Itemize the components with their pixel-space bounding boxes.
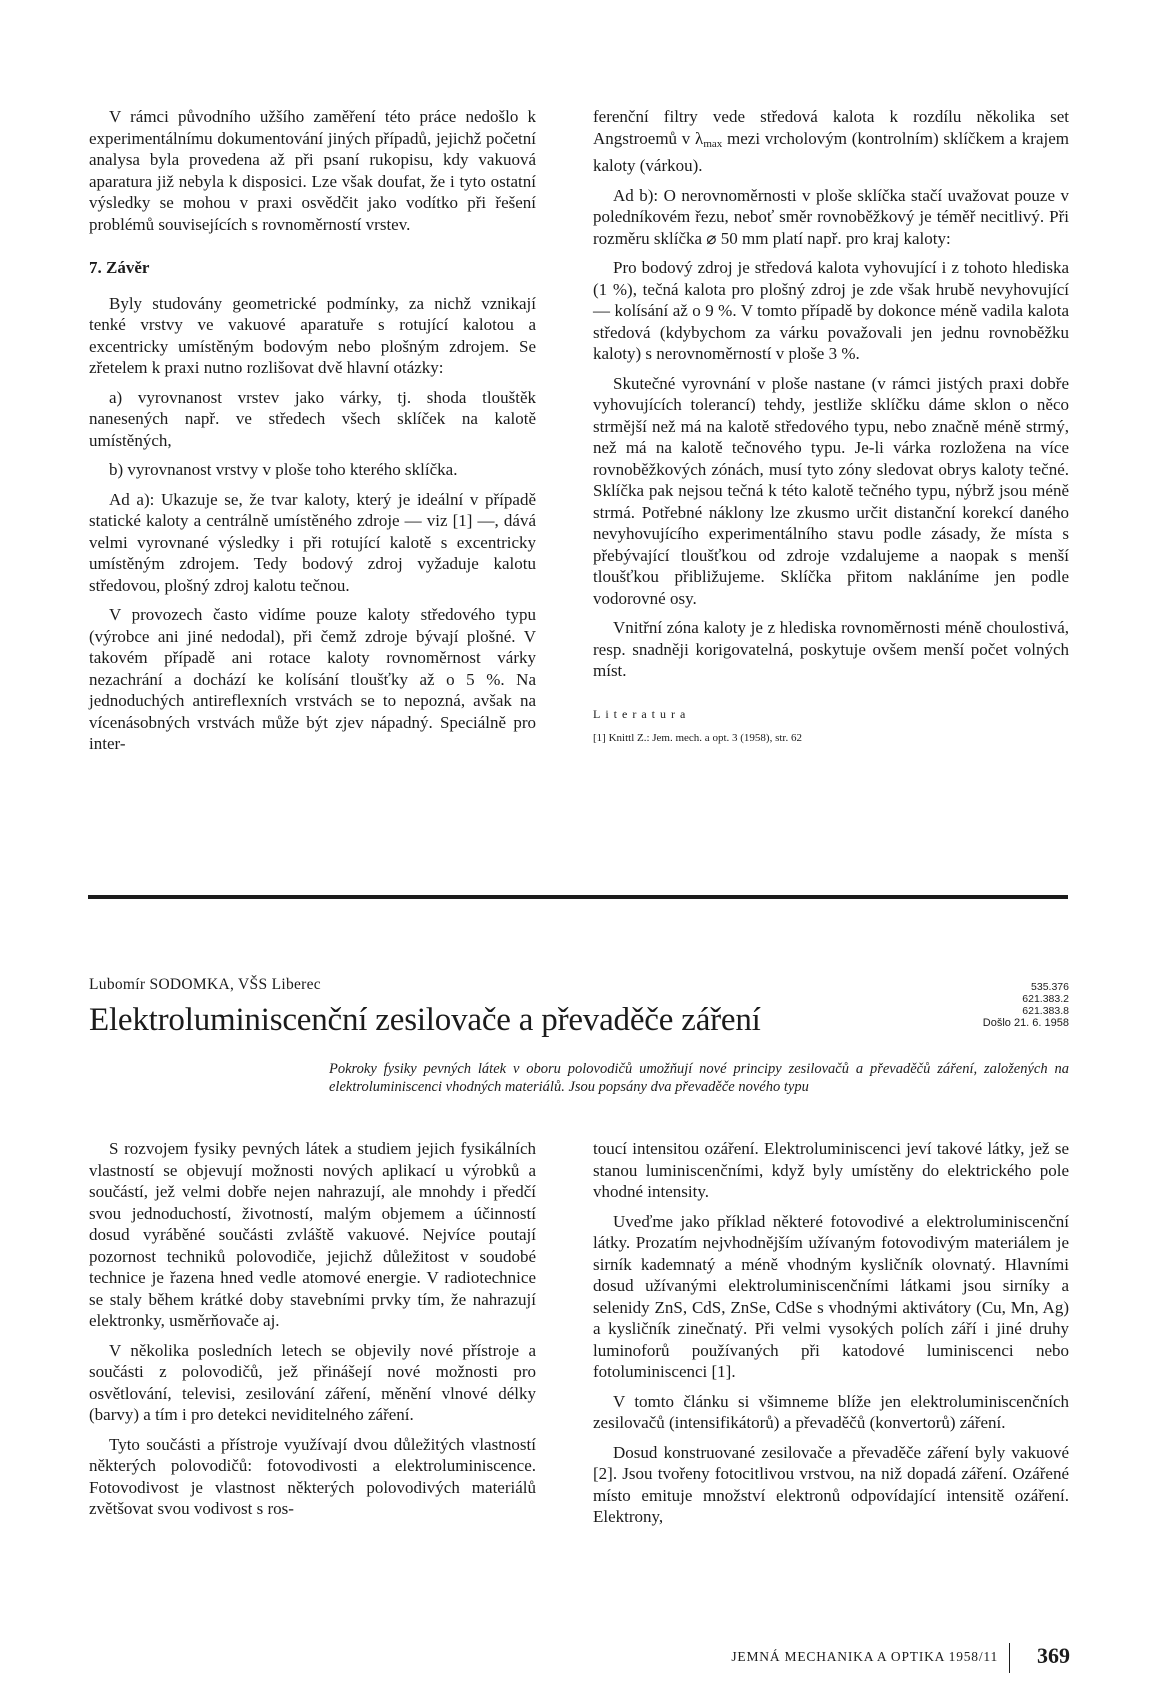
page-footer <box>700 1643 1070 1673</box>
paragraph: Skutečné vyrovnání v ploše nastane (v rámci jistých praxi dobře vyhovujících tolerancí) tehdy, jestliže sklíčku dáme sklon o něco strmější než má na kalotě středového typu, nebo značně méně strmý, než má na kalotě tečnového typu. Je-li várka rozložena na více rovnoběžkových zónách, musí tyto zóny sledovat obrys kaloty tečné. Sklíčka pak nejsou tečná k této kalotě tečného typu, nýbrž jsou méně strmá. Potřebné náklony lze zkusmo určit distanční korekcí daného nevyhovujícího experimentálního stavu podle zásady, že místa s přebývající tloušťkou od zdroje vzdalujeme a naopak s menší tloušťkou přibližujeme. Sklíčka přitom nakláníme jen podle vodorovné osy. <box>593 373 1069 608</box>
paragraph: Uveďme jako příklad některé fotovodivé a elektroluminiscenční látky. Prozatím nejvhodnějším užívaným fotovodivým materiálem je sirník kademnatý a méně vhodným kysličník olovnatý. Hlavními dosud užívanými elektroluminiscenčními látkami jsou sirníky a selenidy ZnS, CdS, ZnSe, CdSe s vhodnými aktivátory (Cu, Mn, Ag) a kysličník zinečnatý. Při velmi vysokých polích září i jiné druhy luminoforů používaných při katodové luminiscenci nebo fotoluminiscenci [1]. <box>593 1211 1069 1381</box>
paragraph: S rozvojem fysiky pevných látek a studiem jejich fysikálních vlastností se objevují možnosti nových aplikací u výrobků a součástí, jež velmi dobře nejen nahrazují, ale mnohdy i předčí svou jednoduchostí, životností, malým objemem a účinností dosud vyráběné součásti zvláště vakuové. Nejvíce poutají pozornost techniků polovodiče, jejichž důležitost v soudobé technice je řazena hned vedle atomové energie. V radiotechnice se staly během krátké doby stavebními prvky tím, že nahrazují elektronky, usměrňovače aj. <box>89 1139 536 1330</box>
author-line: Lubomír SODOMKA, VŠS Liberec <box>89 976 321 993</box>
upper-left-column <box>89 106 536 763</box>
references-heading: Literatura <box>593 706 691 721</box>
lower-right-column <box>593 1138 1069 1536</box>
text-run: mezi vrcholovým (kontrolním) sklíčkem a krajem kaloty (várkou). <box>593 128 1069 175</box>
paragraph: V tomto článku si všimneme blíže jen elektroluminiscenčních zesilovačů (intensifikátorů) a převaděčů (konvertorů) záření. <box>593 1391 1069 1432</box>
paragraph: V provozech často vidíme pouze kaloty středového typu (výrobce ani jiné nedodal), při čemž zdroje bývají plošné. V takovém případě ani rotace kaloty rovnoměrnost várky nezachrání a dochází ke kolísání tloušťky až o 5 %. Na jednoduchých antireflexních vrstvách se to nepozná, avšak na vícenásobných vrstvách může být zjev nápadný. Speciálně pro inter- <box>89 605 536 753</box>
reference-entry: [1] Knittl Z.: Jem. mech. a opt. 3 (1958), str. 62 <box>593 732 802 744</box>
abstract: Pokroky fysiky pevných látek v oboru polovodičů umožňují nové principy zesilovačů a převaděčů záření, založených na elektroluminiscenci vhodných materiálů. Jsou popsány dva převaděče nového typu <box>329 1061 1069 1095</box>
paragraph: V rámci původního užšího zaměření této práce nedošlo k experimentálnímu dokumentování jiných případů, jejichž početní analysa byla provedena až při psaní rukopisu, kdy vakuová aparatura již nebyla k disposici. Lze však doufat, že i tyto ostatní výsledky se mohou v praxi osvědčit jako vodítko při řešení problémů souvisejících s rovnoměrností vrstev. <box>89 107 536 234</box>
received-date: Došlo 21. 6. 1958 <box>982 1017 1069 1029</box>
paragraph: Byly studovány geometrické podmínky, za nichž vznikají tenké vrstvy ve vakuové aparatuře s rotující kalotou a excentricky umístěným bodovým nebo plošným zdrojem. Se zřetelem k praxi nutno rozlišovat dvě hlavní otázky: <box>89 293 536 377</box>
paragraph: Pro bodový zdroj je středová kalota vyhovující i z tohoto hlediska (1 %), tečná kalota pro plošný zdroj je zde však hrubě nevyhovující — kolísání až o 9 %. V tomto případě by dokonce méně vadila kalota středová (kdybychom za várku považovali jen jednu rovnoběžku kaloty) s nerovnoměrností v ploše 3 %. <box>593 258 1069 363</box>
section-divider <box>88 895 1068 899</box>
paragraph: Vnitřní zóna kaloty je z hlediska rovnoměrnosti méně choulostivá, resp. snadněji korigovatelná, poskytuje ovšem menší počet volných míst. <box>593 618 1069 680</box>
subscript: max <box>703 137 723 150</box>
paragraph: b) vyrovnanost vrstvy v ploše toho kterého sklíčka. <box>109 460 458 479</box>
udc-block <box>949 981 1069 1029</box>
paragraph: V několika posledních letech se objevily nové přístroje a součásti z polovodičů, jež přinášejí nové možnosti pro osvětlování, televisi, zesilování záření, měnění vlnové délky (barvy) a tím i pro detekci neviditelného záření. <box>89 1340 536 1424</box>
paragraph: a) vyrovnanost vrstev jako várky, tj. shoda tlouštěk nanesených např. ve středech všech sklíček na kalotě umístěných, <box>89 387 536 450</box>
paragraph: toucí intensitou ozáření. Elektroluminiscenci jeví takové látky, jež se stanou luminiscenčními, když byly umístěny do elektrického pole vhodné intensity. <box>593 1139 1069 1201</box>
paragraph: Tyto součásti a přístroje využívají dvou důležitých vlastností některých polovodičů: fotovodivosti a elektroluminiscence. Fotovodivost je vlastnost některých polovodivých materiálů zvětšovat svou vodivost s ros- <box>89 1434 536 1518</box>
article-title: Elektroluminiscenční zesilovače a převaděče záření <box>89 1002 761 1038</box>
page-number: 369 <box>1037 1643 1070 1668</box>
udc-code: 621.383.8 <box>1022 1005 1069 1017</box>
udc-code: 621.383.2 <box>1022 993 1069 1005</box>
paragraph: Dosud konstruované zesilovače a převaděče záření byly vakuové [2]. Jsou tvořeny fotocitlivou vrstvou, na niž dopadá záření. Ozářené místo emituje množství elektronů odpovídající intensitě ozáření. Elektrony, <box>593 1442 1069 1526</box>
paragraph: Ad b): O nerovnoměrnosti v ploše sklíčka stačí uvažovat pouze v poledníkovém řezu, neboť směr rovnoběžkový je téměř necitlivý. Při rozměru sklíčka ⌀ 50 mm platí např. pro kraj kaloty: <box>593 185 1069 248</box>
udc-code: 535.376 <box>1031 981 1069 993</box>
lower-left-column <box>89 1138 536 1528</box>
footer-divider <box>1009 1643 1010 1673</box>
paragraph <box>593 106 1069 177</box>
text-run: ferenční filtry vede středová kalota k rozdílu několika set Angstroemů v λ <box>593 107 1069 148</box>
section-heading: 7. Závěr <box>89 258 150 277</box>
journal-name: JEMNÁ MECHANIKA A OPTIKA 1958/11 <box>731 1649 998 1664</box>
paragraph: Ad a): Ukazuje se, že tvar kaloty, který je ideální v případě statické kaloty a centrálně umístěného zdroje — viz [1] —, dává velmi vyrovnané výsledky i při rotující kalotě s excentricky umístěným zdrojem. Tedy bodový zdroj vyžaduje kalotu středovou, plošný zdroj kalotu tečnou. <box>89 489 536 595</box>
upper-right-column <box>593 106 1069 745</box>
